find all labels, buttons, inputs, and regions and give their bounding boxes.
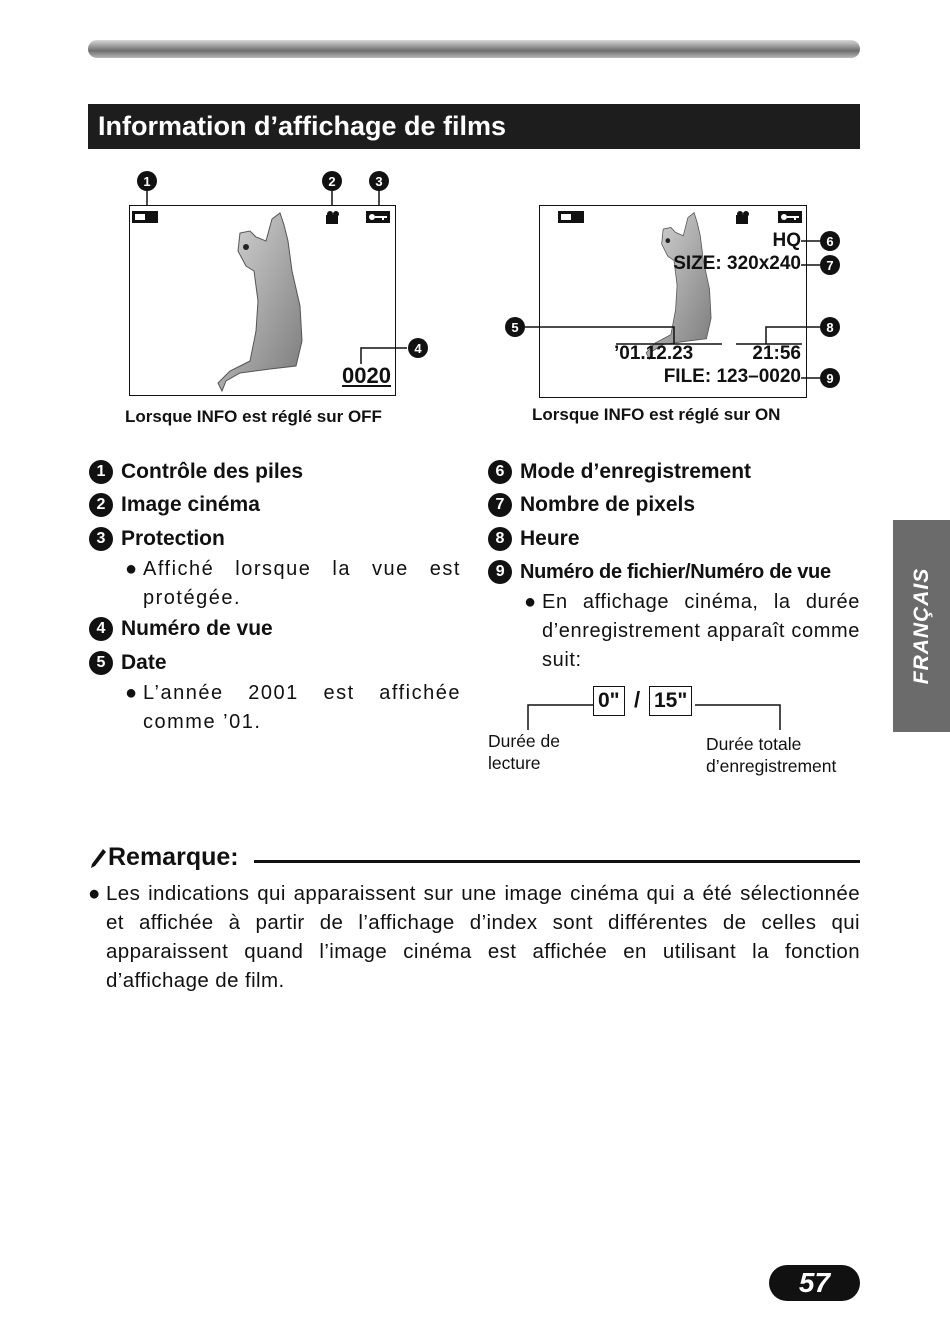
list-item-label: Image cinéma: [121, 493, 260, 516]
number-badge: 9: [488, 560, 512, 584]
bullet-dot: ●: [125, 682, 139, 704]
page-number: 57: [769, 1265, 860, 1301]
svg-text:7: 7: [826, 258, 834, 273]
list-item-file-number: [488, 560, 831, 584]
remark-divider: [254, 860, 860, 863]
protect-key-icon: [366, 211, 390, 223]
number-badge: 1: [89, 460, 113, 484]
protect-key-icon: [778, 211, 802, 223]
svg-text:3: 3: [375, 174, 383, 189]
list-item-label: Contrôle des piles: [121, 460, 304, 483]
note-date: [125, 679, 461, 737]
date-display: ’01.12.23: [614, 343, 694, 364]
record-mode: HQ: [772, 230, 801, 251]
callout-3: [369, 171, 389, 208]
svg-text:1: 1: [143, 174, 151, 189]
callout-7: [801, 255, 840, 275]
camera-screen-info-off: [129, 205, 396, 396]
note-text: Affiché lorsque la vue est protégée.: [143, 558, 461, 609]
remark-text: [88, 879, 860, 995]
callout-4: [355, 336, 430, 366]
image-size: SIZE: 320x240: [673, 253, 801, 274]
bullet-dot: ●: [125, 558, 139, 580]
svg-text:5: 5: [511, 320, 519, 335]
number-badge: 5: [89, 651, 113, 675]
frame-number: 0020: [342, 363, 391, 388]
page-title: Information d’affichage de films: [88, 104, 860, 149]
file-number: FILE: 123–0020: [663, 366, 801, 387]
list-item-label: Heure: [520, 527, 580, 550]
duration-separator: /: [634, 687, 641, 712]
list-item-date: [89, 651, 167, 675]
list-item-label: Numéro de fichier/Numéro de vue: [520, 560, 831, 583]
time-display: 21:56: [752, 343, 801, 364]
number-badge: 8: [488, 527, 512, 551]
list-item-time: [488, 527, 580, 551]
number-badge: 2: [89, 493, 113, 517]
list-item-label: Mode d’enregistrement: [520, 460, 752, 483]
svg-text:9: 9: [826, 371, 834, 386]
list-item-record-mode: [488, 460, 751, 484]
number-badge: 4: [89, 617, 113, 641]
remark-body: Les indications qui apparaissent sur une image cinéma qui a été sélectionnée et affichée à partir de l’affichage d’index sont différentes de celles qui apparaissent quand l’image cinéma est affichée en utilisant la fonction d’affichage de film.: [106, 882, 860, 992]
callout-6: [801, 231, 840, 251]
callout-8: [736, 317, 840, 344]
bullet-dot: ●: [524, 591, 537, 613]
language-tab: [893, 520, 950, 732]
battery-icon: [558, 211, 586, 223]
number-badge: 3: [89, 527, 113, 551]
callout-5: [505, 317, 722, 344]
svg-text:8: 8: [826, 320, 834, 335]
pencil-icon: [89, 848, 107, 870]
list-item-battery: [89, 460, 303, 484]
list-item-label: Protection: [121, 527, 225, 550]
list-item-protection: [89, 527, 225, 551]
number-badge: 7: [488, 493, 512, 517]
elapsed-time-box: 0": [593, 686, 625, 716]
list-item-label: Numéro de vue: [121, 617, 273, 640]
note-text: En affichage cinéma, la durée d’enregistrement apparaît comme suit:: [542, 591, 860, 671]
callout-2: [322, 171, 342, 208]
note-text: L’année 2001 est affichée comme ’01.: [143, 682, 461, 733]
caption-info-on: Lorsque INFO est réglé sur ON: [532, 405, 781, 424]
svg-text:2: 2: [328, 174, 336, 189]
label-total: Durée totale d’enregistrement: [706, 734, 837, 776]
svg-text:4: 4: [414, 341, 422, 356]
number-badge: 6: [488, 460, 512, 484]
note-protection: [125, 555, 461, 613]
svg-text:6: 6: [826, 234, 834, 249]
movie-icon: [326, 211, 342, 224]
callout-9: [801, 368, 840, 388]
list-item-label: Nombre de pixels: [520, 493, 696, 516]
list-item-label: Date: [121, 651, 167, 674]
list-item-movie-image: [89, 493, 260, 517]
header-decor-bar: [88, 40, 860, 58]
list-item-frame-number: [89, 617, 273, 641]
list-item-pixels: [488, 493, 695, 517]
cat-photo: [210, 211, 320, 393]
label-elapsed: Durée de lecture: [488, 731, 560, 773]
remark-heading: Remarque:: [108, 843, 239, 871]
movie-icon: [736, 211, 752, 224]
caption-info-off: Lorsque INFO est réglé sur OFF: [125, 407, 382, 426]
figure-on-callouts: [500, 228, 850, 393]
total-time-box: 15": [649, 686, 692, 716]
language-tab-label: FRANÇAIS: [909, 567, 933, 685]
battery-icon: [132, 211, 160, 223]
note-file-number: [524, 588, 860, 675]
bullet-dot: ●: [88, 882, 101, 905]
